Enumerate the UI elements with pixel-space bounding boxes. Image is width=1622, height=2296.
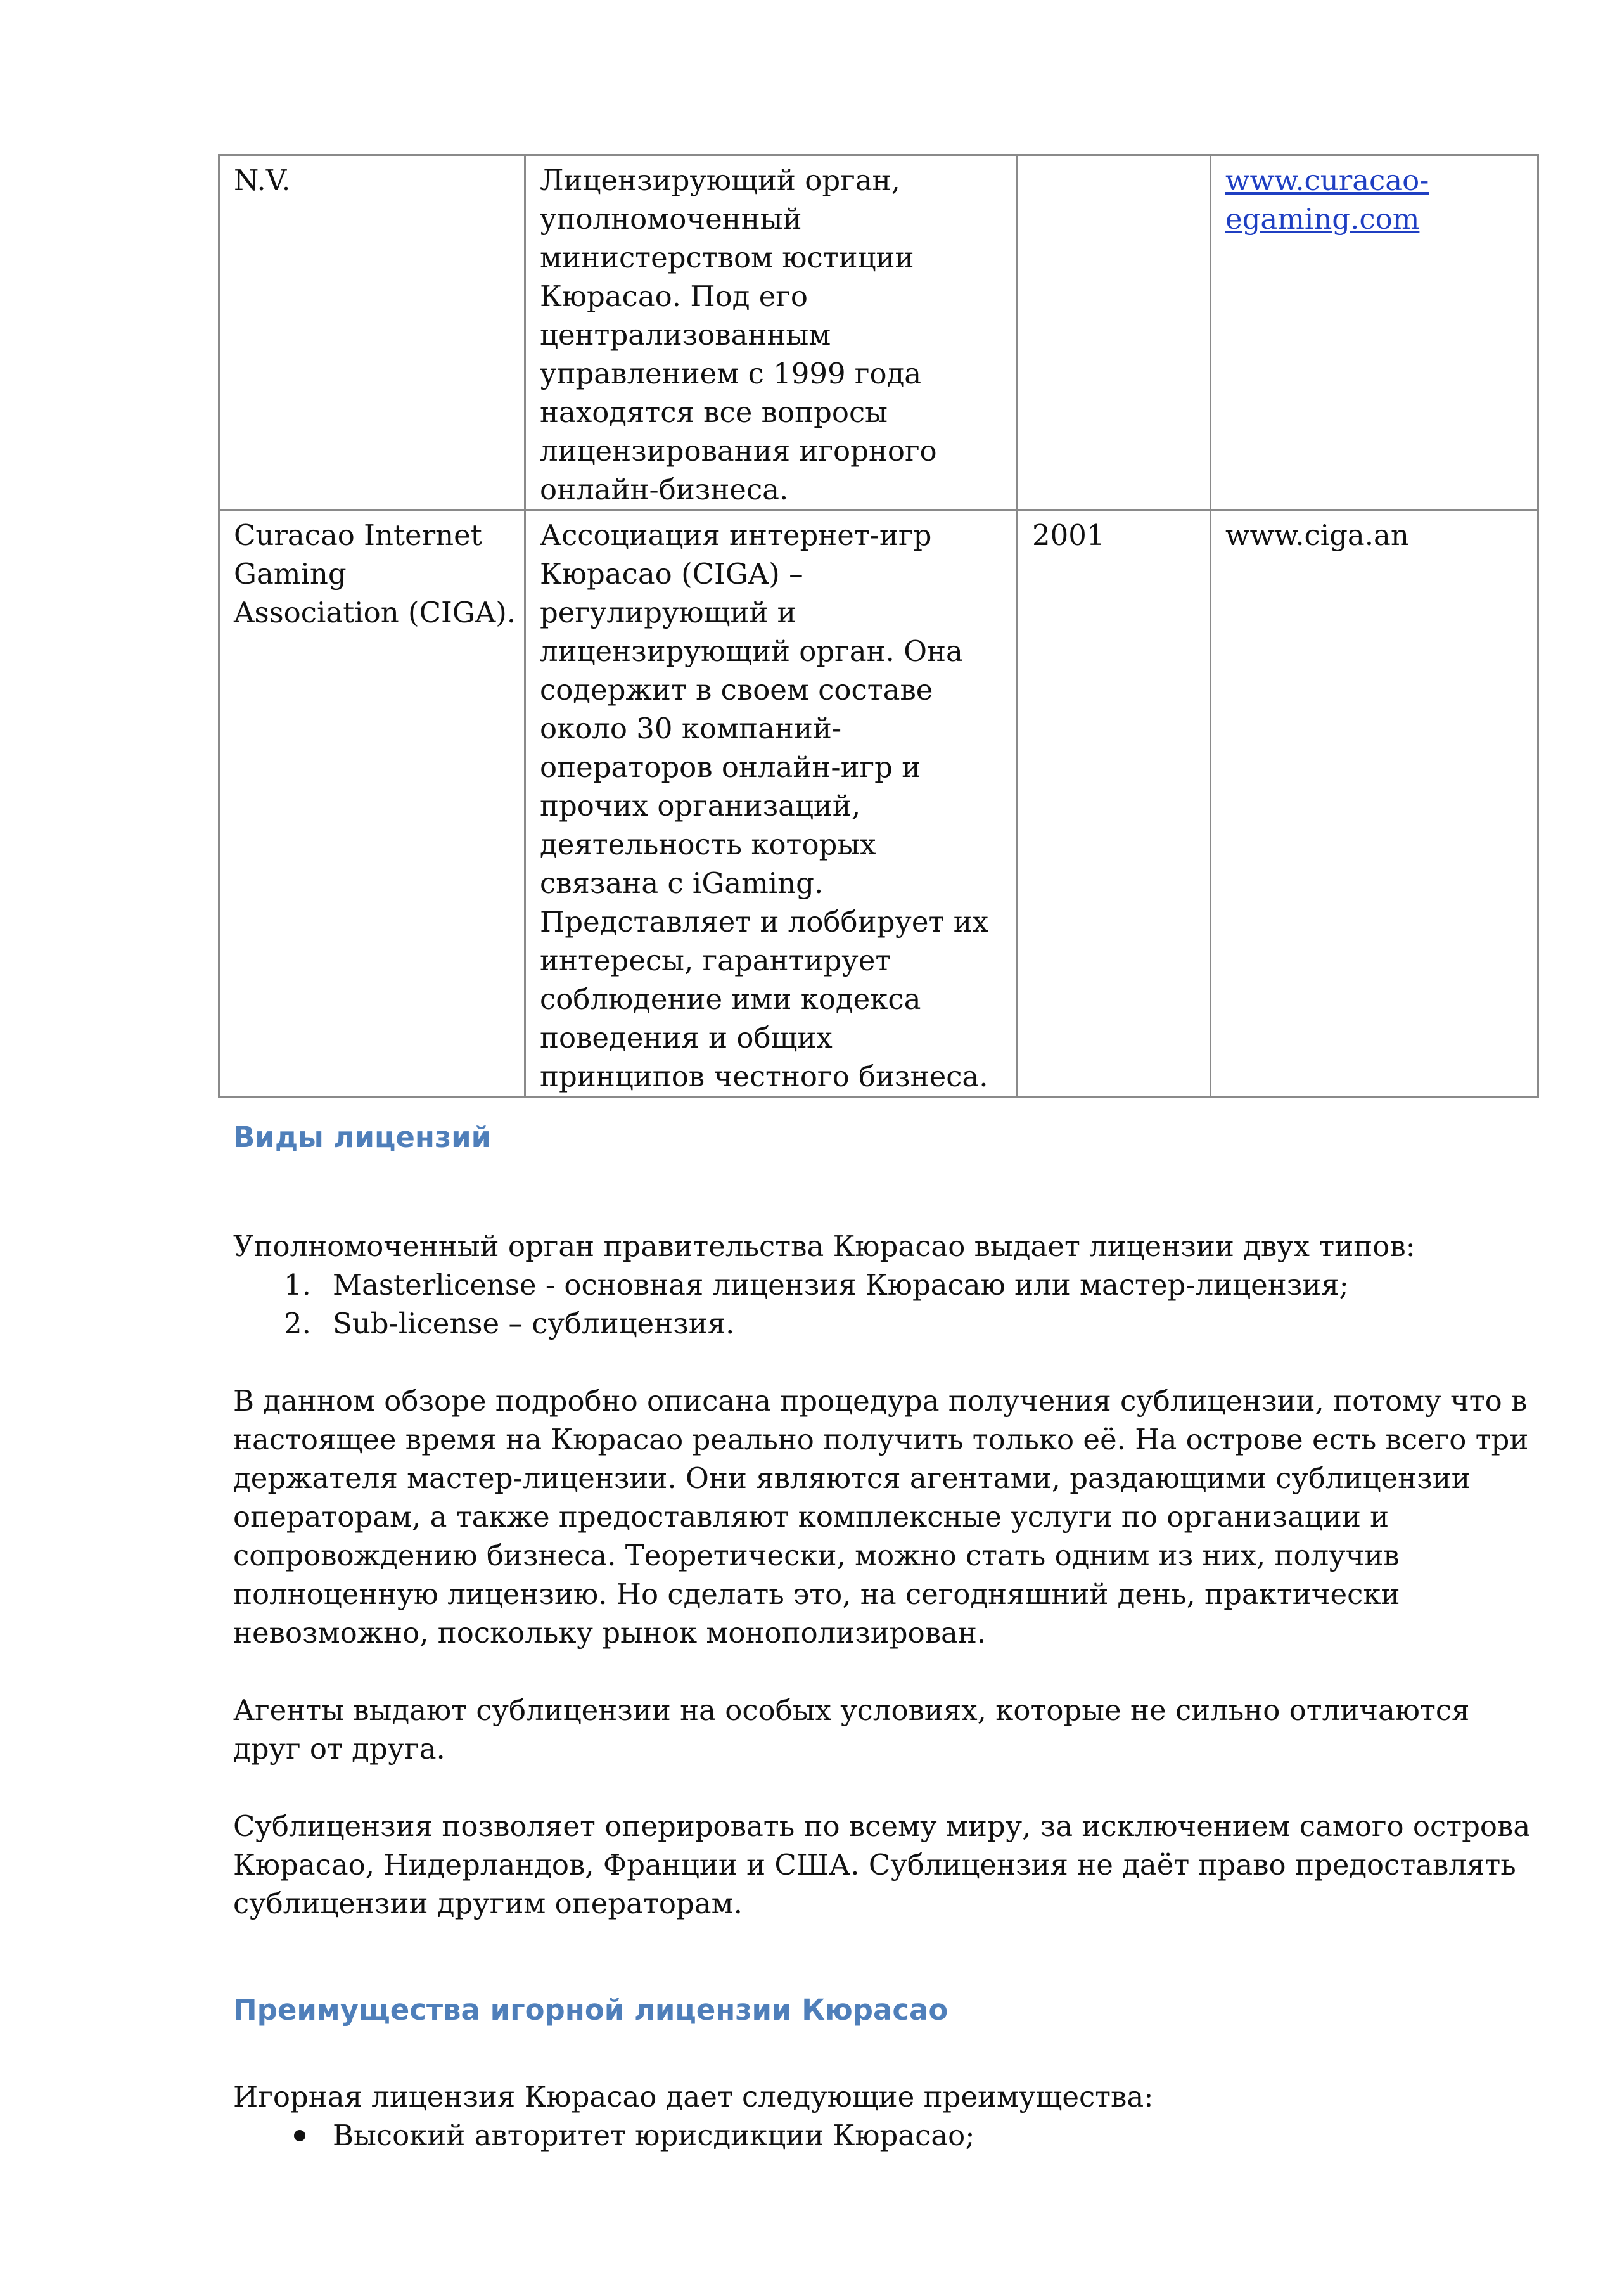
text-line: Curacao Internet xyxy=(234,518,482,552)
text-line: министерством юстиции xyxy=(540,241,914,274)
text-line: 2001 xyxy=(1032,518,1105,552)
text-line: содержит в своем составе xyxy=(540,673,933,707)
text-line: egaming.com xyxy=(1225,202,1420,236)
table-cell xyxy=(525,510,1018,1097)
text-line: прочих организаций, xyxy=(540,789,861,823)
text-line: невозможно, поскольку рынок монополизирован. xyxy=(233,1616,987,1650)
text-line: N.V. xyxy=(234,164,291,197)
text-line: Кюрасао, Нидерландов, Франции и США. Сублицензия не даёт право предоставлять xyxy=(233,1848,1516,1882)
licensing-bodies-table xyxy=(218,154,1539,1098)
text-line: Представляет и лоббирует их xyxy=(540,905,989,939)
text-line: полноценную лицензию. Но сделать это, на сегодняшний день, практически xyxy=(233,1577,1400,1611)
text-line: лицензирующий орган. Она xyxy=(540,634,963,668)
text-line: операторам, а также предоставляют комплексные услуги по организации и xyxy=(233,1500,1389,1534)
text-line: деятельность которых xyxy=(540,828,876,861)
text-line: около 30 компаний- xyxy=(540,712,842,745)
text-line: операторов онлайн-игр и xyxy=(540,750,921,784)
paragraph-sublicense-procedure xyxy=(233,1382,1528,1652)
text-line: держателя мастер-лицензии. Они являются агентами, раздающими сублицензии xyxy=(233,1461,1471,1495)
text-line: соблюдение ими кодекса xyxy=(540,982,921,1016)
text-line: централизованным xyxy=(540,318,831,352)
text-line: Лицензирующий орган, xyxy=(540,164,900,197)
text-line: друг от друга. xyxy=(233,1732,445,1766)
text-line: принципов честного бизнеса. xyxy=(540,1060,988,1093)
table-cell xyxy=(525,155,1018,510)
table-row xyxy=(219,510,1538,1097)
text-line: Агенты выдают сублицензии на особых условиях, которые не сильно отличаются xyxy=(233,1693,1470,1727)
table-row xyxy=(219,155,1538,510)
text-line: находятся все вопросы xyxy=(540,395,888,429)
text-line: сопровождению бизнеса. Теоретически, можно стать одним из них, получив xyxy=(233,1539,1400,1572)
text-line: настоящее время на Кюрасао реально получить только её. На острове есть всего три xyxy=(233,1423,1529,1456)
curacao-egaming-link[interactable] xyxy=(1225,161,1523,238)
text-line: онлайн-бизнеса. xyxy=(540,473,789,506)
table-cell xyxy=(1018,510,1211,1097)
text-line: поведения и общих xyxy=(540,1021,833,1055)
paragraph-sublicense-scope xyxy=(233,1807,1530,1923)
table-cell xyxy=(1211,510,1538,1097)
table-cell xyxy=(219,155,525,510)
bullet-icon xyxy=(294,2130,305,2141)
table-cell xyxy=(1018,155,1211,510)
document-page: N.V. Лицензирующий орган, уполномоченный министерством юстиции Кюрасао. Под его централизованным управлением с 1999 года находятся все вопросы лицензирования игорного онлайн-бизнеса. www.curacao- egaming.com Curacao Internet Gaming Association (CIGA). Ассоциация интернет-игр Кюрасао (CIGA) – регулирующий и лицензирующий орган. Она содержит в своем составе около 30 компаний- операторов онлайн-игр и прочих организаций, деятельность которых связана с iGaming. Представляет и лоббирует их интересы, гарантирует соблюдение ими кодекса поведения и общих принципов честного бизнеса. 2001 www.ciga.an Виды лицензий Уполномоченный орган правительства Кюрасао выдает лицензии двух типов: 1. Masterlicense - основная лицензия Кюрасаю или мастер-лицензия; 2. Sub-license – сублицензия. В данном обзоре подробно описана процедура получения сублицензии, потому что в настоящее время на Кюрасао реально получить только её. На острове есть всего три держателя мастер-лицензии. Они являются агентами, раздающими сублицензии операторам, а также предоставляют комплексные услуги по организации и сопровождению бизнеса. Теоретически, можно стать одним из них, получив полноценную лицензию. Но сделать это, на сегодняшний день, практически невозможно, поскольку рынок монополизирован. Агенты выдают сублицензии на особых условиях, которые не сильно отличаются друг от друга. Сублицензия позволяет оперировать по всему миру, за исключением самого острова Кюрасао, Нидерландов, Франции и США. Сублицензия не даёт право предоставлять сублицензии другим операторам. Преимущества игорной лицензии Кюрасао Игорная лицензия Кюрасао дает следующие преимущества: Высокий авторитет юрисдикции Кюрасао; xyxy=(0,0,1622,2296)
text-line: интересы, гарантирует xyxy=(540,944,891,977)
paragraph-intro-license-types: Уполномоченный орган правительства Кюрасао выдает лицензии двух типов: xyxy=(233,1229,1415,1263)
table-cell xyxy=(219,510,525,1097)
section-heading-license-types: Виды лицензий xyxy=(233,1120,492,1154)
text-line: уполномоченный xyxy=(540,202,802,236)
text-line: связана с iGaming. xyxy=(540,866,824,900)
paragraph-advantages-intro: Игорная лицензия Кюрасао дает следующие преимущества: xyxy=(233,2080,1154,2113)
text-line: www.curacao- xyxy=(1225,164,1429,197)
text-line: www.ciga.an xyxy=(1225,518,1409,552)
text-line: лицензирования игорного xyxy=(540,434,937,468)
text-line: Кюрасао. Под его xyxy=(540,279,808,313)
text-line: В данном обзоре подробно описана процедура получения сублицензии, потому что в xyxy=(233,1384,1528,1418)
text-line: регулирующий и xyxy=(540,596,796,629)
text-line: сублицензии другим операторам. xyxy=(233,1887,743,1920)
paragraph-agents xyxy=(233,1691,1469,1768)
text-line: Кюрасао (CIGA) – xyxy=(540,557,803,591)
text-line: Gaming xyxy=(234,557,347,591)
text-line: Association (CIGA). xyxy=(234,596,516,629)
text-line: управлением с 1999 года xyxy=(540,357,922,390)
text-line: Сублицензия позволяет оперировать по всему миру, за исключением самого острова xyxy=(233,1809,1531,1843)
table-cell xyxy=(1211,155,1538,510)
section-heading-advantages: Преимущества игорной лицензии Кюрасао xyxy=(233,1993,948,2027)
text-line: Ассоциация интернет-игр xyxy=(540,518,932,552)
